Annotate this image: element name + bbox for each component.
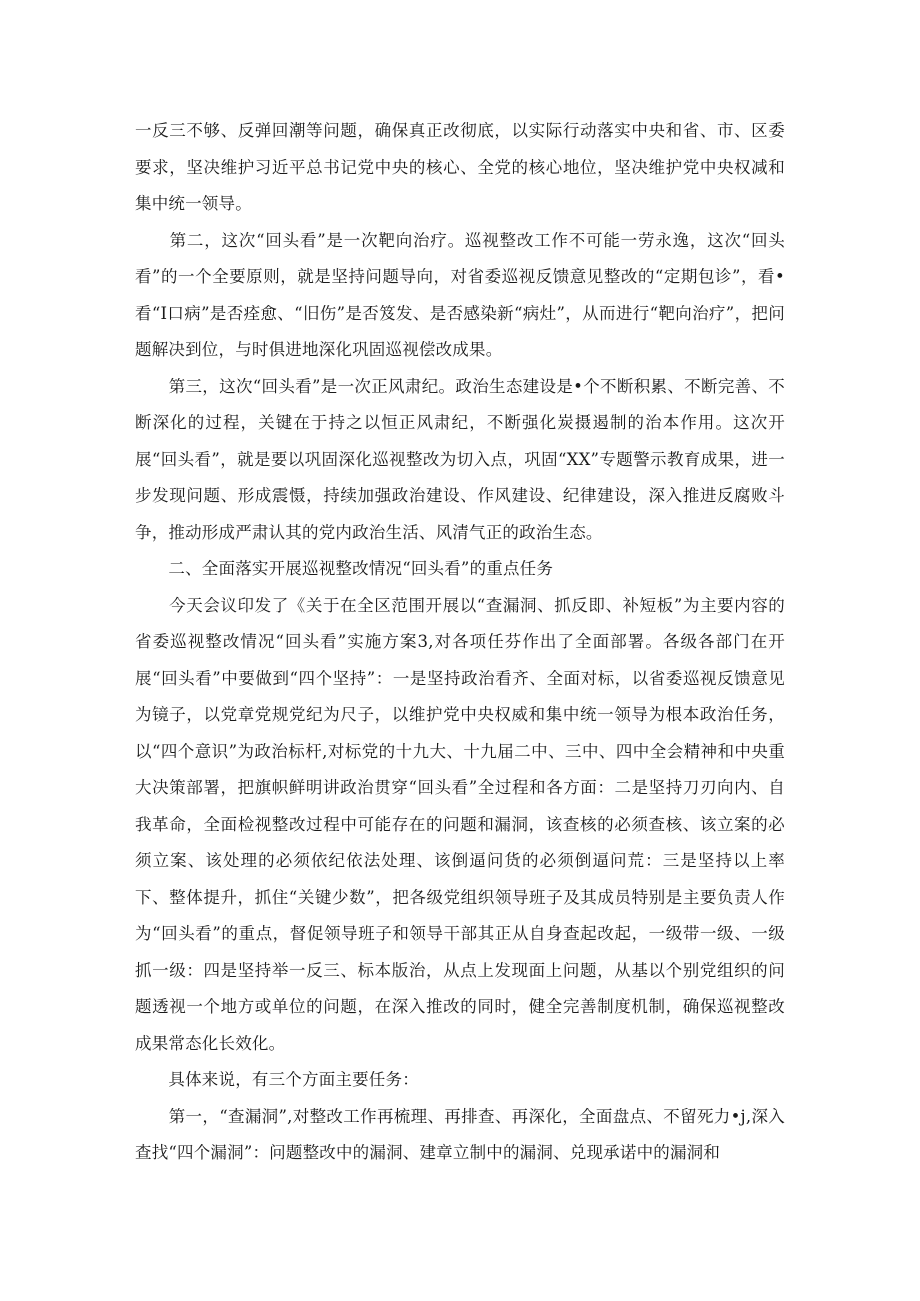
paragraph-continuation: 一反三不够、反弹回潮等问题，确保真正改彻底，以实际行动落实中央和省、市、区委要求，坚决维护习近平总书记党中央的核心、全党的核心地位，坚决维护党中央权减和集中统一领导。 — [135, 121, 785, 213]
paragraph-second-point: 第二，这次“回头看”是一次靶向治疗。巡视整改工作不可能一劳永逸，这次“回头看”的一个全要原则，就是坚持问题导向，对省委巡视反馈意见整改的“定期包诊”，看•看“I口病”是否痊愈、“旧伤”是否笈发、是否感染新“病灶”，从而进行“靶向治疗”，把问题解决到位，与时俱进地深化巩固巡视偿改成果。 — [135, 230, 785, 359]
paragraph-four-adherences: 今天会议印发了《关于在全区范围开展以“查漏洞、抓反即、补短板”为主要内容的省委巡视整改情况“回头看”实施方案3,对各项任芬作出了全面部署。各级各部门在开展“回头看”中要做到“四个坚持”：一是坚持政治看齐、全面对标，以省委巡视反馈意见为镜子，以党章党规党纪为尺子，以维护党中央权威和集中统一领导为根本政治任务，以“四个意识”为政治标杆,对标党的十九大、十九届二中、三中、四中全会精神和中央重大决策部署，把旗帜鲜明讲政治贯穿“回头看”全过程和各方面：二是坚持刀刃向内、自我革命，全面检视整改过程中可能存在的问题和漏洞，该查核的必须查核、该立案的必须立案、该处理的必须依纪依法处理、该倒逼问货的必须倒逼问荒：三是坚持以上率下、整体提升，抓住“关键少数”，把各级党组织领导班子及其成员特别是主要负责人作为“回头看”的重点，督促领导班子和领导干部其正从自身查起改起，一级带一级、一级抓一级：四是坚持举一反三、标本版治，从点上发现面上问题，从基以个别党组织的问题透视一个地方或单位的问题，在深入推改的同时，健全完善制度机制，确保巡视整改成果常态化长效化。 — [135, 595, 785, 1053]
paragraph-three-tasks-intro: 具体来说，有三个方面主要任务： — [135, 1070, 419, 1089]
document-body — [135, 113, 785, 1172]
paragraph-first-task: 第一，“查漏洞”,对整改工作再梳理、再排查、再深化，全面盘点、不留死力•j,深入查找“四个漏洞”：问题整改中的漏洞、建章立制中的漏洞、兑现承诺中的漏洞和 — [135, 1106, 785, 1162]
section-heading: 二、全面落实开展巡视整改情况“回头看”的重点任务 — [135, 559, 554, 578]
paragraph-third-point: 第三，这次“回头看”是一次正风肃纪。政治生态建设是•个不断积累、不断完善、不断深化的过程，关键在于持之以恒正风肃纪，不断强化炭摄遏制的治本作用。这次开展“回头看”，就是要以巩固深化巡视整改为切入点，巩固“XX”专题警示教育成果，进一步发现问题、形成震慑，持续加强政治建设、作风建设、纪律建设，深入推进反腐败斗争，推动形成严肃认其的党内政治生活、风清气正的政治生态。 — [135, 376, 785, 542]
